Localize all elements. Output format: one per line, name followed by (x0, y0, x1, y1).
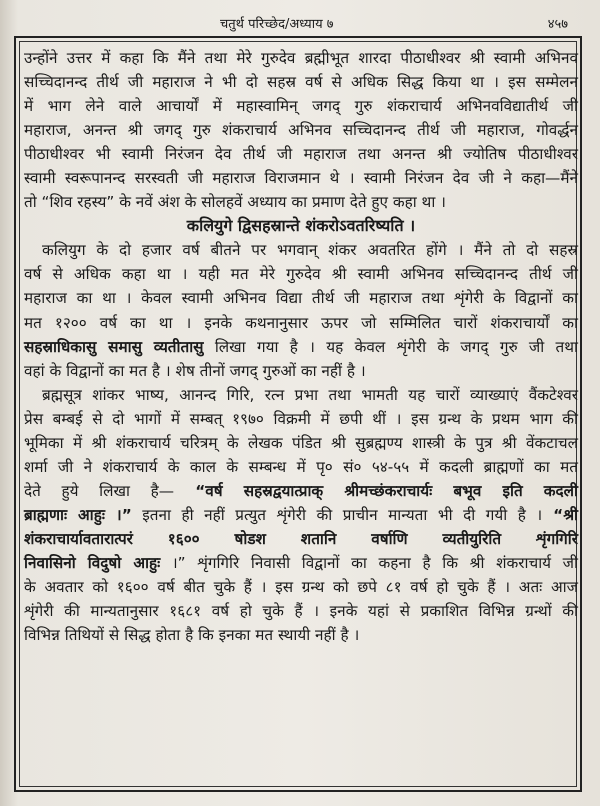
text-span: लिखा गया है । यह केवल शृंगेरी के जगद् गुरु जी तथा (203, 337, 579, 356)
text-line (24, 238, 578, 262)
text-span: मत १२०० वर्ष का था । इनके कथनानुसार ऊपर जो सम्मिलित चारों शंकराचार्यों का (24, 313, 578, 332)
text-span: शृंगेरी की मान्यतानुसार १६८१ वर्ष हो चुके हैं । इनके यहां से प्रकाशित विभिन्न ग्रन्थों की (24, 602, 578, 621)
text-span: स्वामी स्वरूपानन्द सरस्वती जी महाराज विराजमान थे । स्वामी निरंजन देव जी ने कहा—मैंने (24, 169, 578, 188)
text-line (24, 479, 578, 503)
text-line (24, 455, 578, 479)
text-line (24, 383, 578, 407)
page-number: ४५७ (547, 17, 568, 32)
text-span: भूमिका में श्री शंकराचार्य चरित्रम् के लेखक पंडित श्री सुब्रह्मण्य शास्त्री के पुत्र श्री वेंकटाचल (24, 433, 578, 452)
text-line (24, 286, 578, 310)
text-line (24, 527, 578, 551)
bold-phrase: शंकराचार्यावतारात्परं १६०० षोडश शतानि वर्षाणि व्यतीयुरिति शृंगगिरि (24, 529, 578, 548)
running-title: चतुर्थ परिच्छेद/अध्याय ७ (220, 17, 334, 32)
text-span: पीठाधीश्वर भी स्वामी निरंजन देव तीर्थ जी महाराज तथा अनन्त श्री ज्योतिष पीठाधीश्वर (24, 145, 578, 164)
body-text (24, 46, 578, 647)
text-span: ।” शृंगगिरि निवासी विद्वानों का कहना है कि श्री शंकराचार्य जी (160, 553, 578, 572)
text-line (24, 551, 578, 575)
text-span: इतना ही नहीं प्रत्युत शृंगेरी की प्राचीन मान्यता भी दी गयी है । (131, 505, 543, 524)
bold-phrase: ब्राह्मणाः आहुः ।” (24, 505, 132, 524)
text-line (24, 262, 578, 286)
text-line (24, 503, 578, 527)
text-span: प्रेस बम्बई से दो भागों में सम्बत् १९७० विक्रमी में छपी थीं । इस ग्रन्थ के प्रथम भाग की (24, 409, 578, 428)
text-span: सच्चिदानन्द तीर्थ जी महाराज ने भी दो सहस्र वर्ष से अधिक सिद्ध किया था । इस सम्मेलन (24, 73, 578, 92)
text-span: वहां के विद्वानों का मत है । शेष तीनों जगद् गुरुओं का नहीं है । (24, 361, 366, 380)
text-span: देते हुये लिखा है— (24, 481, 175, 500)
text-span: तो “शिव रहस्य” के नवें अंश के सोलहवें अध्याय का प्रमाण देते हुए कहा था । (24, 193, 446, 212)
bold-phrase: सहस्राधिकासु समासु व्यतीतासु (24, 337, 204, 356)
bold-phrase: “श्री (542, 505, 578, 524)
bold-phrase: निवासिनो विदुषो आहुः (24, 553, 161, 572)
text-span: ब्रह्मसूत्र शांकर भाष्य, आनन्द गिरि, रत्न प्रभा तथा भामती यह चारों व्याख्याएं वैंकटेश्वर (42, 385, 578, 404)
text-line (24, 214, 578, 238)
text-line (24, 623, 578, 647)
text-line (24, 335, 578, 359)
text-span: महाराज का था । केवल स्वामी अभिनव विद्या तीर्थ जी महाराज तथा शृंगेरी के विद्वानों का (24, 289, 578, 308)
text-line (24, 142, 578, 166)
text-span: शर्मा जी ने शंकराचार्य के काल के सम्बन्ध में पृ० सं० ५४-५५ में कदली ब्राह्मणों का मत (24, 457, 578, 476)
text-line (24, 407, 578, 431)
text-span: कलियुग के दो हजार वर्ष बीतने पर भगवान् शंकर अवतरित होंगे । मैंने तो दो सहस्र (42, 241, 578, 260)
text-span: विभिन्न तिथियों से सिद्ध होता है कि इनका मत स्थायी नहीं है । (24, 626, 360, 645)
text-span: वर्ष से अधिक कहा था । यही मत मेरे गुरुदेव श्री स्वामी अभिनव सच्चिदानन्द तीर्थ जी (24, 265, 578, 284)
page-header (0, 10, 600, 34)
bold-phrase: “वर्ष सहस्रद्वयात्प्राक् श्रीमच्छंकराचार्यः बभूव इति कदली (174, 481, 578, 500)
text-line (24, 94, 578, 118)
text-line (24, 190, 578, 214)
text-span: उन्होंने उत्तर में कहा कि मैंने तथा मेरे गुरुदेव ब्रह्मीभूत शारदा पीठाधीश्वर श्री स्वामी अभिनव (24, 49, 578, 67)
text-span: कलियुगे द्विसहस्रान्ते शंकरोऽवतरिष्यति । (186, 216, 416, 236)
text-line (24, 46, 578, 70)
text-line (24, 359, 578, 383)
text-span: में भाग लेने वाले आचार्यों में महास्वामिन् जगद् गुरु शंकराचार्य अभिनवविद्यातीर्थ जी (24, 97, 578, 116)
text-line (24, 70, 578, 94)
text-line (24, 431, 578, 455)
text-line (24, 311, 578, 335)
text-span: के अवतार को १६०० वर्ष बीत चुके हैं । इस ग्रन्थ को छपे ८१ वर्ष हो चुके हैं । अतः आज (24, 578, 578, 597)
text-line (24, 575, 578, 599)
text-line (24, 599, 578, 623)
text-line (24, 166, 578, 190)
text-line (24, 118, 578, 142)
text-span: महाराज, अनन्त श्री जगद् गुरु शंकराचार्य अभिनव सच्चिदानन्द तीर्थ जी महाराज, गोवर्द्धन (24, 121, 578, 140)
